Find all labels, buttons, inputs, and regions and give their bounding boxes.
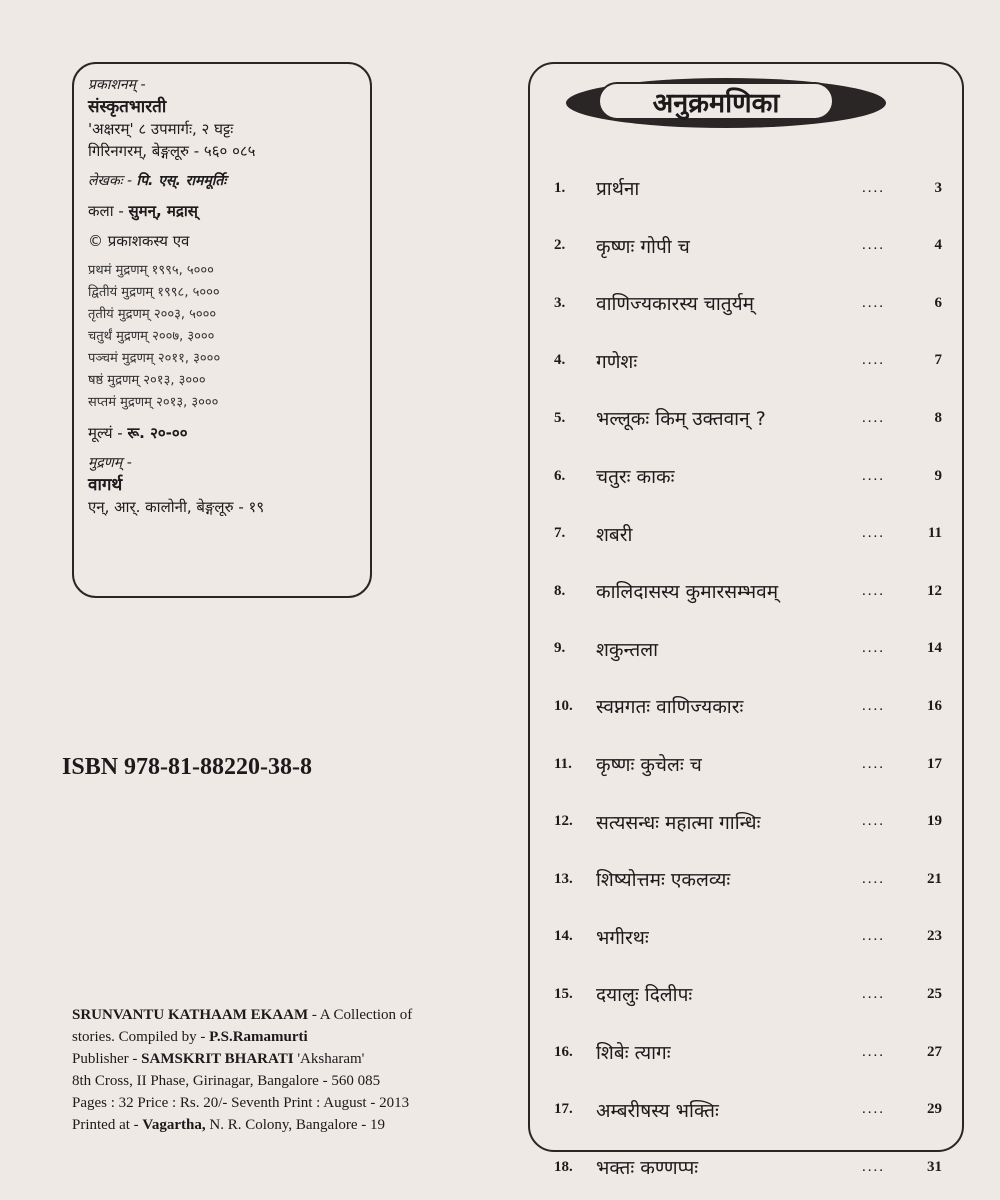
toc-entry-page: 6: [934, 294, 942, 311]
toc-entry-leader: ....: [862, 640, 885, 657]
publisher-english: SAMSKRIT BHARATI: [141, 1051, 294, 1067]
colophon-text: Publisher -: [72, 1051, 142, 1067]
toc-entry-leader: ....: [862, 179, 885, 196]
toc-entry: [530, 864, 962, 894]
toc-entry-title: कालिदासस्य कुमारसम्भवम्: [596, 581, 779, 604]
toc-entry-leader: ....: [862, 697, 885, 714]
toc-entry-leader: ....: [862, 237, 885, 254]
publisher-label: प्रकाशनम् -: [88, 77, 146, 93]
toc-entry-title: अम्बरीषस्य भक्तिः: [596, 1099, 719, 1122]
toc-entry: [530, 979, 962, 1009]
toc-entry-title: वाणिज्यकारस्य चातुर्यम्: [596, 293, 754, 316]
price-value: रू. २०-००: [127, 424, 188, 442]
colophon-text: N. R. Colony, Bangalore - 19: [205, 1117, 386, 1133]
toc-entry-leader: ....: [862, 582, 885, 599]
art-name: सुमन्, मद्रास्: [128, 202, 198, 220]
toc-entry: [530, 1095, 962, 1125]
toc-entry-number: 16.: [554, 1043, 573, 1060]
toc-entry-leader: ....: [862, 467, 885, 484]
table-of-contents: [528, 62, 964, 1180]
toc-entry-page: 21: [927, 870, 942, 887]
toc-entry-title: प्रार्थना: [596, 178, 640, 200]
toc-entry-leader: ....: [862, 352, 885, 369]
toc-entry: [530, 461, 962, 491]
address-line-2: गिरिनगरम्, बेङ्गलूरु - ५६० ०८५: [88, 142, 256, 160]
edition-item: षष्ठं मुद्रणम् २०१३, ३०००: [88, 373, 206, 388]
edition-item: चतुर्थं मुद्रणम् २००७, ३०००: [88, 329, 215, 344]
toc-entry: [530, 1152, 962, 1182]
colophon-line-5: Pages : 32 Price : Rs. 20/- Seventh Print : August - 2013: [72, 1095, 410, 1111]
toc-entry-page: 29: [927, 1101, 942, 1118]
toc-entry-leader: ....: [862, 813, 885, 830]
toc-entry: [530, 922, 962, 952]
toc-entry-title: सत्यसन्धः महात्मा गान्धिः: [596, 811, 761, 834]
edition-item: तृतीयं मुद्रणम् २००३, ५०००: [88, 307, 217, 322]
toc-entry-number: 1.: [554, 179, 566, 196]
contents-title: अनुक्रमणिका: [598, 82, 834, 120]
toc-entry-page: 27: [927, 1043, 942, 1060]
imprint-box: [72, 62, 372, 598]
toc-entry-number: 14.: [554, 928, 573, 945]
printer-english: Vagartha,: [142, 1117, 206, 1133]
contents-title-banner: [566, 78, 886, 128]
toc-entry-leader: ....: [862, 1101, 885, 1118]
toc-entry-page: 8: [934, 409, 942, 426]
colophon-line-4: 8th Cross, II Phase, Girinagar, Bangalore - 560 085: [72, 1073, 381, 1089]
toc-entry-title: शबरी: [596, 523, 633, 546]
publisher-name: संस्कृतभारती: [88, 97, 167, 117]
toc-entry-leader: ....: [862, 1158, 885, 1175]
toc-entry-leader: ....: [862, 755, 885, 772]
toc-entry-leader: ....: [862, 870, 885, 887]
toc-entry-number: 10.: [554, 697, 573, 714]
toc-entry-number: 18.: [554, 1158, 573, 1175]
toc-entry-page: 11: [927, 525, 942, 542]
edition-item: प्रथमं मुद्रणम् १९९५, ५०००: [88, 263, 214, 278]
edition-list: [88, 260, 356, 414]
toc-entry-number: 12.: [554, 813, 573, 830]
toc-entry-number: 5.: [554, 409, 566, 426]
toc-entry-number: 4.: [554, 352, 566, 369]
toc-entry-page: 16: [927, 697, 942, 714]
toc-entry-page: 31: [927, 1158, 942, 1175]
toc-entry-page: 9: [934, 467, 942, 484]
toc-entry-page: 19: [927, 813, 942, 830]
toc-entry-leader: ....: [862, 985, 885, 1002]
toc-entry-page: 14: [927, 640, 942, 657]
toc-entry-number: 15.: [554, 985, 573, 1002]
edition-item: पञ्चमं मुद्रणम् २०११, ३०००: [88, 351, 221, 366]
compiler-name: P.S.Ramamurti: [209, 1029, 308, 1045]
toc-entry-number: 13.: [554, 870, 573, 887]
colophon-text: stories. Compiled by -: [72, 1029, 210, 1045]
toc-entry-leader: ....: [862, 1043, 885, 1060]
toc-entry: [530, 807, 962, 837]
author-name: पि. एस्. राममूर्तिः: [136, 173, 227, 189]
toc-entry-number: 11.: [554, 755, 572, 772]
toc-entry-leader: ....: [862, 525, 885, 542]
toc-entry-number: 9.: [554, 640, 566, 657]
toc-entry-number: 7.: [554, 525, 566, 542]
art-label: कला -: [88, 202, 124, 220]
address-line-1: 'अक्षरम्' ८ उपमार्गः, २ घट्टः: [88, 120, 234, 138]
printer-address: एन्, आर्. कालोनी, बेङ्गलूरु - १९: [88, 498, 265, 516]
colophon-text: Printed at -: [72, 1117, 143, 1133]
toc-entry-number: 3.: [554, 294, 566, 311]
colophon-line-6: [72, 1114, 522, 1136]
toc-entry-title: गणेशः: [596, 350, 638, 373]
toc-entry-number: 17.: [554, 1101, 573, 1118]
edition-item: सप्तमं मुद्रणम् २०१३, ३०००: [88, 395, 219, 410]
toc-entry-page: 12: [927, 582, 942, 599]
toc-entry: [530, 231, 962, 261]
toc-entry-page: 4: [934, 237, 942, 254]
colophon-line-1: [72, 1004, 522, 1026]
isbn-number: ISBN 978-81-88220-38-8: [62, 754, 312, 780]
toc-entry-title: शकुन्तला: [596, 638, 658, 661]
toc-entry-title: भगीरथः: [596, 926, 649, 949]
colophon-text: 'Aksharam': [293, 1051, 365, 1067]
author-label: लेखकः -: [88, 173, 133, 189]
toc-entry-leader: ....: [862, 928, 885, 945]
toc-entry-number: 2.: [554, 237, 566, 254]
toc-entry: [530, 288, 962, 318]
toc-entry-page: 3: [934, 179, 942, 196]
toc-entry-page: 25: [927, 985, 942, 1002]
toc-entry: [530, 634, 962, 664]
colophon: [72, 1004, 522, 1136]
toc-entry-page: 17: [927, 755, 942, 772]
book-title-english: SRUNVANTU KATHAAM EKAAM: [72, 1007, 309, 1023]
toc-entry: [530, 173, 962, 203]
toc-entry: [530, 1037, 962, 1067]
author-line: [88, 170, 356, 192]
toc-entry-title: चतुरः काकः: [596, 466, 675, 488]
toc-entry-title: भल्लूकः किम् उक्तवान् ?: [596, 408, 766, 431]
toc-entry: [530, 519, 962, 549]
price-line: [88, 422, 356, 444]
price-label: मूल्यं -: [88, 424, 123, 442]
toc-entry: [530, 346, 962, 376]
toc-entry-title: भक्तः कण्णप्पः: [596, 1157, 699, 1180]
toc-entry-page: 23: [927, 928, 942, 945]
printer-name: वागर्थ: [88, 475, 123, 495]
toc-entry-title: शिष्योत्तमः एकलव्यः: [596, 869, 731, 892]
toc-entry-title: दयालुः दिलीपः: [596, 984, 693, 1007]
toc-entry: [530, 403, 962, 433]
art-line: [88, 200, 356, 222]
toc-entry-number: 6.: [554, 467, 566, 484]
toc-entry: [530, 691, 962, 721]
printer-label: मुद्रणम् -: [88, 455, 132, 471]
toc-entry: [530, 576, 962, 606]
colophon-line-3: [72, 1048, 522, 1070]
toc-entry-title: स्वप्नगतः वाणिज्यकारः: [596, 696, 744, 719]
toc-entry-leader: ....: [862, 409, 885, 426]
toc-entry: [530, 749, 962, 779]
copyright-line: © प्रकाशकस्य एव: [88, 232, 190, 250]
toc-entry-title: शिबेः त्यागः: [596, 1042, 671, 1064]
toc-entry-number: 8.: [554, 582, 566, 599]
toc-entry-title: कृष्णः कुचेलः च: [596, 754, 702, 776]
toc-entry-page: 7: [934, 352, 942, 369]
toc-entry-title: कृष्णः गोपी च: [596, 235, 690, 258]
colophon-line-2: [72, 1026, 522, 1048]
toc-entry-leader: ....: [862, 294, 885, 311]
colophon-text: - A Collection of: [308, 1007, 413, 1023]
edition-item: द्वितीयं मुद्रणम् १९९८, ५०००: [88, 285, 220, 300]
